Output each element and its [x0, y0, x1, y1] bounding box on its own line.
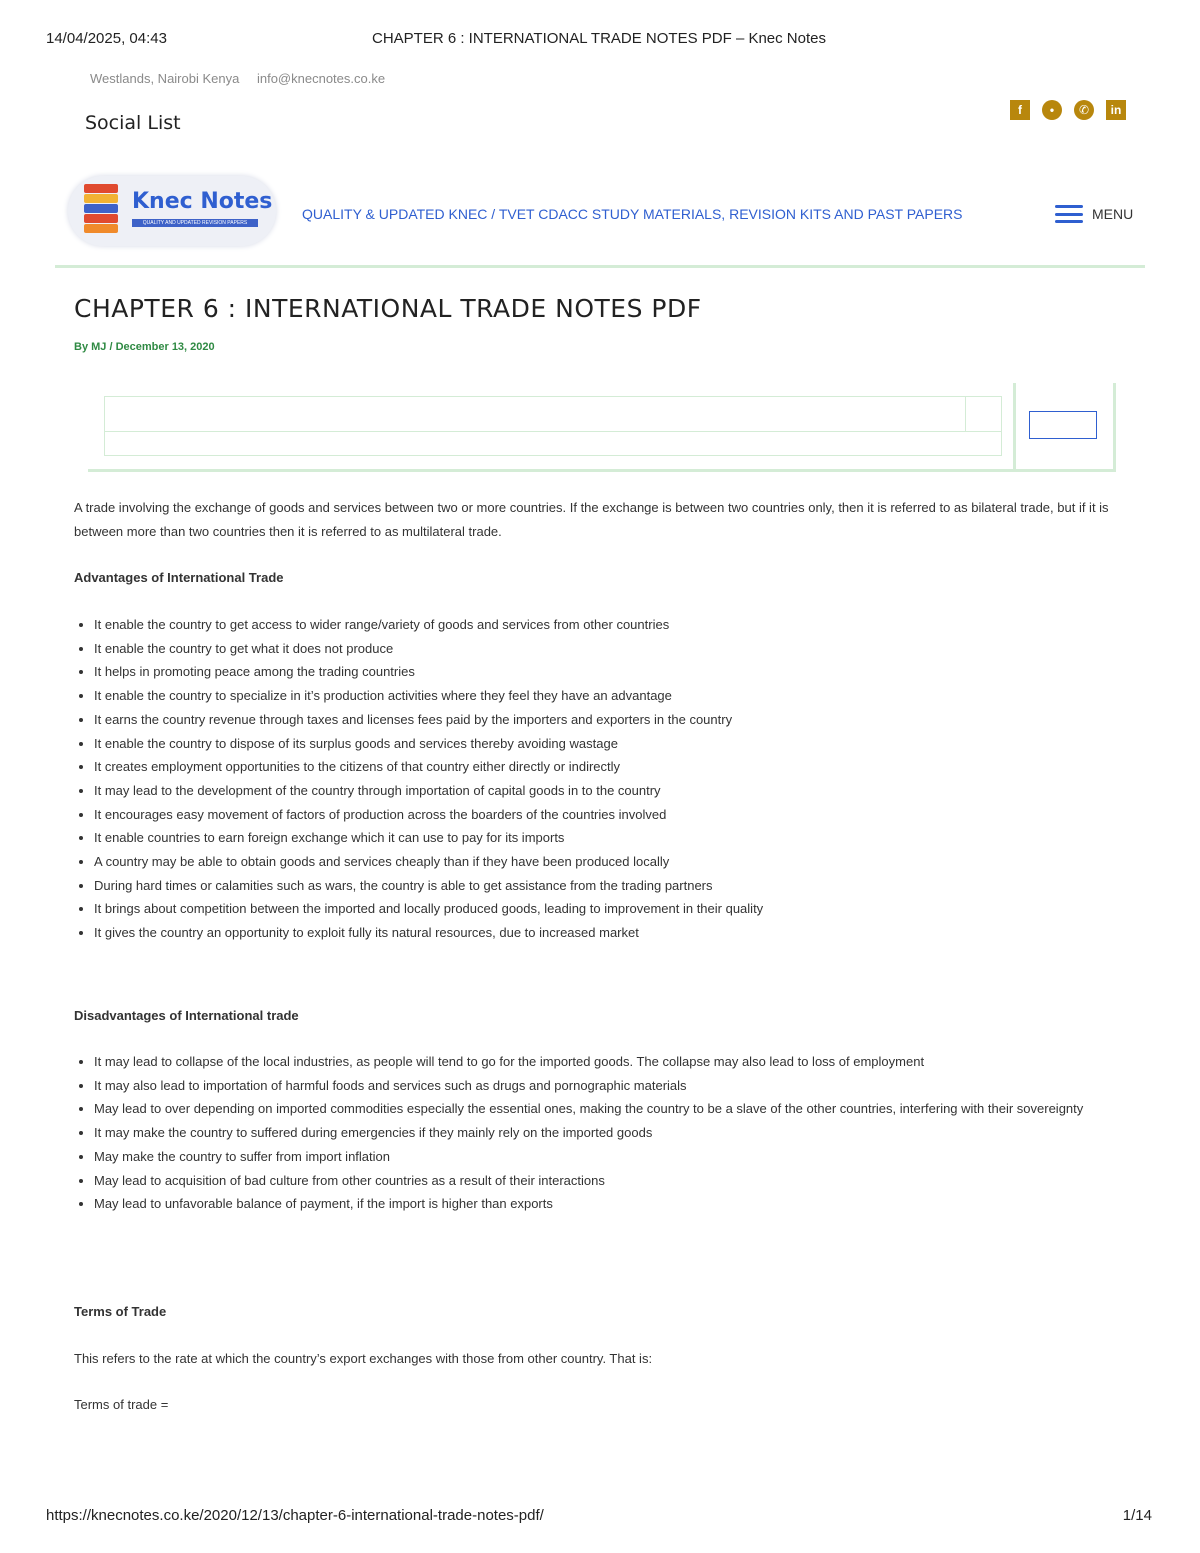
- list-item: • It enable the country to dispose of its surplus goods and services thereby avoiding wastage: [94, 732, 1126, 756]
- social-icons: [1010, 100, 1126, 120]
- logo-text: Knec Notes: [132, 189, 273, 214]
- list-item: • It creates employment opportunities to the citizens of that country either directly or indirectly: [94, 755, 1126, 779]
- list-item: • It encourages easy movement of factors of production across the boarders of the countries involved: [94, 803, 1126, 827]
- list-item: • May lead to unfavorable balance of payment, if the import is higher than exports: [94, 1192, 1126, 1216]
- menu-button[interactable]: [1055, 205, 1133, 223]
- embed-button[interactable]: [1029, 411, 1097, 439]
- whatsapp-icon[interactable]: ✆: [1074, 100, 1094, 120]
- list-item: • It enable countries to earn foreign exchange which it can use to pay for its imports: [94, 826, 1126, 850]
- post-meta: By MJ / December 13, 2020: [74, 341, 215, 353]
- list-item: • It may also lead to importation of harmful foods and services such as drugs and pornographic materials: [94, 1074, 1126, 1098]
- header-divider: [55, 265, 1145, 268]
- print-page-number: 1/14: [1122, 1507, 1152, 1524]
- site-tagline: QUALITY & UPDATED KNEC / TVET CDACC STUDY MATERIALS, REVISION KITS AND PAST PAPERS: [302, 206, 963, 222]
- dot-icon[interactable]: •: [1042, 100, 1062, 120]
- disadvantages-list: [74, 1050, 1126, 1216]
- list-item: • It helps in promoting peace among the trading countries: [94, 660, 1126, 684]
- terms-text: This refers to the rate at which the country’s export exchanges with those from other country. That is:: [74, 1351, 653, 1366]
- advantages-list: [74, 613, 1126, 945]
- location-text: Westlands, Nairobi Kenya: [90, 71, 240, 86]
- list-item: • May make the country to suffer from import inflation: [94, 1145, 1126, 1169]
- site-logo[interactable]: [68, 176, 276, 246]
- list-item: • It brings about competition between the imported and locally produced goods, leading to improvement in their quality: [94, 897, 1126, 921]
- list-item: • During hard times or calamities such as wars, the country is able to get assistance from the trading partners: [94, 874, 1126, 898]
- facebook-icon[interactable]: f: [1010, 100, 1030, 120]
- list-item: • It enable the country to get what it does not produce: [94, 637, 1126, 661]
- linkedin-icon[interactable]: in: [1106, 100, 1126, 120]
- terms-formula: Terms of trade =: [74, 1397, 169, 1412]
- list-item: • It enable the country to get access to wider range/variety of goods and services from other countries: [94, 613, 1126, 637]
- books-icon: [84, 182, 118, 234]
- disadvantages-heading: Disadvantages of International trade: [74, 1008, 299, 1023]
- social-list-title: Social List: [85, 112, 181, 134]
- intro-paragraph: A trade involving the exchange of goods and services between two or more countries. If the exchange is between two countries only, then it is referred to as bilateral trade, but if it is between more than two countries then it is referred to as multilateral trade.: [74, 500, 1109, 539]
- embedded-widget: [88, 383, 1116, 472]
- advantages-section: [74, 566, 1126, 590]
- menu-label: MENU: [1092, 206, 1134, 222]
- list-item: • It gives the country an opportunity to exploit fully its natural resources, due to increased market: [94, 921, 1126, 945]
- print-url: https://knecnotes.co.ke/2020/12/13/chapter-6-international-trade-notes-pdf/: [46, 1507, 544, 1524]
- list-item: • May lead to over depending on imported commodities especially the essential ones, making the country to be a slave of the other countries, interfering with their sovereignty: [94, 1097, 1126, 1121]
- list-item: • A country may be able to obtain goods and services cheaply than if they have been produced locally: [94, 850, 1126, 874]
- post-title: CHAPTER 6 : INTERNATIONAL TRADE NOTES PDF: [74, 294, 702, 323]
- print-header: [46, 30, 1152, 48]
- top-contact-bar: [90, 71, 399, 86]
- embed-frame: [104, 396, 1002, 456]
- logo-tagline: QUALITY AND UPDATED REVISION PAPERS: [132, 219, 258, 227]
- hamburger-icon: [1055, 205, 1083, 223]
- list-item: • May lead to acquisition of bad culture from other countries as a result of their interactions: [94, 1169, 1126, 1193]
- list-item: • It enable the country to specialize in it’s production activities where they feel they have an advantage: [94, 684, 1126, 708]
- advantages-heading: Advantages of International Trade: [74, 570, 284, 585]
- email-link[interactable]: info@knecnotes.co.ke: [256, 71, 386, 86]
- list-item: • It may lead to collapse of the local industries, as people will tend to go for the imported goods. The collapse may also lead to loss of employment: [94, 1050, 1126, 1074]
- terms-heading: Terms of Trade: [74, 1304, 167, 1319]
- terms-section: [74, 1300, 1126, 1324]
- list-item: • It may make the country to suffered during emergencies if they mainly rely on the imported goods: [94, 1121, 1126, 1145]
- print-page-title: CHAPTER 6 : INTERNATIONAL TRADE NOTES PDF – Knec Notes: [372, 30, 826, 47]
- list-item: • It earns the country revenue through taxes and licenses fees paid by the importers and exporters in the country: [94, 708, 1126, 732]
- disadvantages-section: [74, 1004, 1126, 1028]
- list-item: • It may lead to the development of the country through importation of capital goods in to the country: [94, 779, 1126, 803]
- print-date: 14/04/2025, 04:43: [46, 30, 167, 47]
